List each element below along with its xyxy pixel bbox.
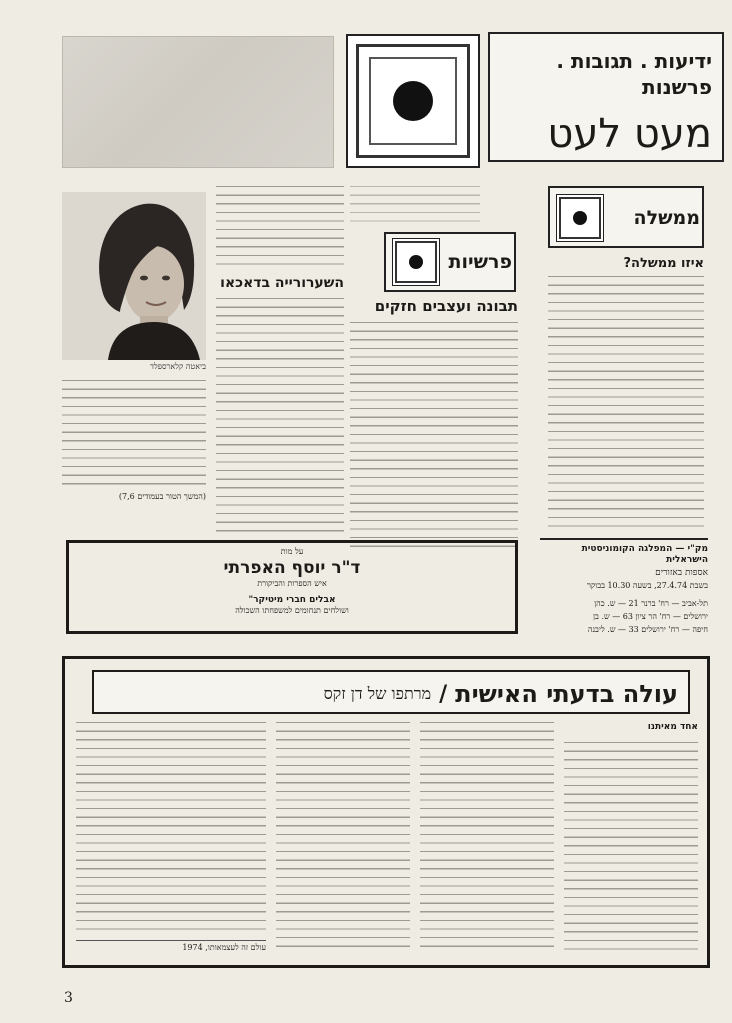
interp-column-text <box>350 322 518 554</box>
party-line3: אספות באזורים <box>655 568 708 578</box>
feature-col-4 <box>76 722 266 936</box>
portrait-caption: ביאטה קלארספלד <box>150 362 206 371</box>
party-city-3: חיפה — רח' ירושלים 33 — ש. ליבנה <box>587 625 708 634</box>
feature-title: עולה בדעתי האישית <box>455 680 678 708</box>
header-title: מעט לעט <box>547 111 712 157</box>
page-number: 3 <box>64 990 73 1006</box>
obituary-condolences-line: ושולחים תנחומים למשפחתו השכולה <box>235 606 349 615</box>
feature-col-2 <box>420 722 554 950</box>
government-label: ממשלה <box>633 207 700 229</box>
government-column-text <box>548 276 704 534</box>
obituary-role: איש הספרות והביקורת <box>257 579 327 588</box>
left-column-text <box>62 380 206 490</box>
party-line4: בשבת 27.4.74, בשעה 10.30 בבוקר <box>586 581 708 590</box>
feature-title-box <box>92 670 690 714</box>
party-notice <box>540 538 708 635</box>
obituary-prefix: על מות <box>280 547 304 556</box>
portrait-image <box>62 192 206 360</box>
feature-col-3 <box>276 722 410 950</box>
feature-byline: אחד מאיתנו <box>647 722 698 732</box>
party-line2: הישראלית <box>666 555 708 565</box>
party-line1: מק"י — המפלגה הקומוניסטית <box>581 544 708 554</box>
government-logo-icon <box>556 194 604 242</box>
continued-note: (המשך הטור בעמודים 7,6) <box>118 492 206 501</box>
government-question: איזו ממשלה? <box>623 256 704 271</box>
top-photo-placeholder <box>62 36 334 168</box>
header-logo-icon <box>346 34 480 168</box>
obituary-box <box>66 540 518 634</box>
feature-author: מרתפו של דן זקס <box>323 684 432 703</box>
feature-footer: עולם זה לעצמאותו, 1974 <box>76 940 266 953</box>
feature-col-1 <box>564 742 698 950</box>
header-kicker: ידיעות . תגובות . פרשנות <box>556 49 712 99</box>
party-city-2: ירושלים — רח' הר ציון 63 — ש. בן <box>593 612 708 621</box>
government-box <box>548 186 704 248</box>
portrait-photo <box>62 192 206 360</box>
party-city-1: תל-אביב — רח' ברנר 21 — ש. כהן <box>594 599 708 608</box>
header-title-box <box>488 32 724 162</box>
obituary-name: ד"ר יוסף האפרתי <box>223 558 361 578</box>
obituary-condolences-name: אבלים חברי מיטיקר" <box>248 595 336 605</box>
interpretations-label: פרשיות <box>448 251 512 273</box>
mid-column-text-upper <box>216 186 344 272</box>
interpretations-box <box>384 232 516 292</box>
dachau-subheading: השערורייה בדאכאו <box>220 275 344 291</box>
interp-headline: תבונה ועצבים חזקים <box>374 297 518 315</box>
mid-column-text-lower <box>216 298 344 532</box>
interp-lead-text <box>350 186 480 226</box>
interpretations-logo-icon <box>392 238 440 286</box>
feature-divider: / <box>439 681 448 707</box>
